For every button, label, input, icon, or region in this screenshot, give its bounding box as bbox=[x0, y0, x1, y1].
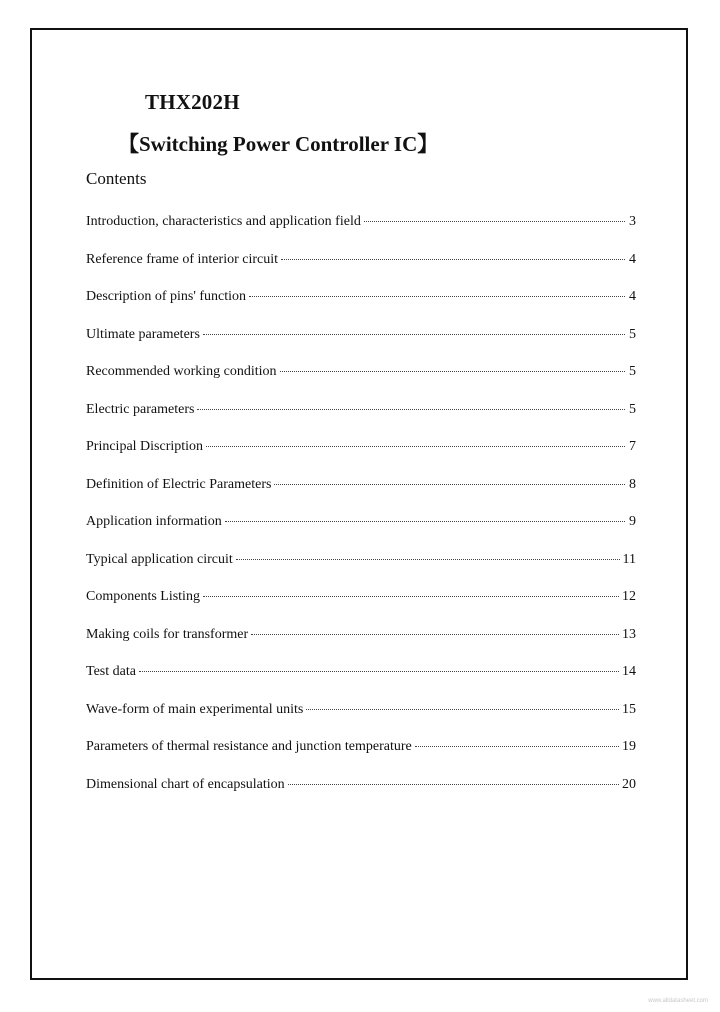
toc-leader-dots bbox=[281, 259, 625, 260]
toc-entry-title: Reference frame of interior circuit bbox=[86, 251, 279, 267]
toc-entry-ultimate-parameters[interactable] bbox=[86, 327, 636, 365]
toc-entry-title: Test data bbox=[86, 664, 136, 679]
toc-entry-typical-circuit[interactable] bbox=[86, 552, 636, 590]
toc-entry-page: 14 bbox=[622, 664, 636, 679]
toc-entry-principal-discription[interactable] bbox=[86, 439, 636, 477]
toc-leader-dots bbox=[203, 596, 619, 597]
document-subtitle: 【Switching Power Controller IC】 bbox=[118, 132, 439, 156]
toc-entry-page: 15 bbox=[622, 701, 636, 717]
toc-entry-page: 11 bbox=[622, 551, 636, 567]
table-of-contents bbox=[86, 214, 636, 814]
toc-entry-title: Making coils for transformer bbox=[86, 626, 249, 642]
toc-leader-dots bbox=[288, 784, 619, 785]
toc-leader-dots bbox=[306, 709, 619, 710]
toc-leader-dots bbox=[415, 746, 619, 747]
toc-entry-application-information[interactable] bbox=[86, 514, 636, 552]
toc-entry-page: 7 bbox=[629, 439, 636, 454]
toc-leader-dots bbox=[206, 446, 625, 447]
toc-entry-page: 3 bbox=[629, 214, 636, 229]
toc-entry-page: 5 bbox=[629, 364, 636, 379]
toc-leader-dots bbox=[280, 371, 625, 372]
toc-leader-dots bbox=[203, 334, 625, 335]
toc-entry-title: Description of pins' function bbox=[86, 289, 246, 304]
toc-entry-page: 5 bbox=[629, 326, 636, 342]
toc-entry-page: 4 bbox=[629, 251, 636, 267]
toc-entry-page: 5 bbox=[629, 401, 636, 417]
toc-entry-pins-function[interactable] bbox=[86, 289, 636, 327]
toc-entry-making-coils[interactable] bbox=[86, 627, 636, 665]
toc-leader-dots bbox=[251, 634, 619, 635]
toc-entry-encapsulation-chart[interactable] bbox=[86, 777, 636, 815]
toc-entry-title: Wave-form of main experimental units bbox=[86, 701, 304, 717]
watermark-text: www.alldatasheet.com bbox=[648, 998, 708, 1004]
toc-entry-working-condition[interactable] bbox=[86, 364, 636, 402]
toc-entry-reference-frame[interactable] bbox=[86, 252, 636, 290]
toc-entry-page: 9 bbox=[629, 514, 636, 529]
toc-leader-dots bbox=[139, 671, 619, 672]
toc-entry-introduction[interactable] bbox=[86, 214, 636, 252]
toc-entry-title: Application information bbox=[86, 514, 222, 529]
toc-entry-components-listing[interactable] bbox=[86, 589, 636, 627]
toc-entry-page: 19 bbox=[622, 739, 636, 754]
toc-leader-dots bbox=[225, 521, 625, 522]
toc-entry-title: Principal Discription bbox=[86, 439, 204, 454]
document-model-title: THX202H bbox=[145, 90, 240, 114]
toc-entry-page: 20 bbox=[622, 776, 636, 792]
contents-heading: Contents bbox=[86, 169, 147, 188]
toc-entry-electric-parameters[interactable] bbox=[86, 402, 636, 440]
toc-leader-dots bbox=[236, 559, 620, 560]
toc-leader-dots bbox=[274, 484, 625, 485]
toc-leader-dots bbox=[197, 409, 625, 410]
toc-entry-page: 12 bbox=[622, 589, 636, 604]
toc-entry-title: Introduction, characteristics and application field bbox=[86, 214, 361, 229]
toc-entry-title: Typical application circuit bbox=[86, 551, 233, 567]
toc-entry-page: 4 bbox=[629, 289, 636, 304]
toc-entry-title: Electric parameters bbox=[86, 401, 195, 417]
toc-entry-title: Ultimate parameters bbox=[86, 326, 200, 342]
toc-entry-test-data[interactable] bbox=[86, 664, 636, 702]
toc-leader-dots bbox=[364, 221, 625, 222]
toc-leader-dots bbox=[249, 296, 625, 297]
toc-entry-title: Parameters of thermal resistance and junction temperature bbox=[86, 739, 412, 754]
toc-entry-title: Definition of Electric Parameters bbox=[86, 476, 272, 492]
toc-entry-electric-definition[interactable] bbox=[86, 477, 636, 515]
toc-entry-title: Dimensional chart of encapsulation bbox=[86, 776, 285, 792]
toc-entry-title: Components Listing bbox=[86, 589, 200, 604]
toc-entry-page: 8 bbox=[629, 476, 636, 492]
toc-entry-page: 13 bbox=[622, 626, 636, 642]
toc-entry-title: Recommended working condition bbox=[86, 364, 277, 379]
toc-entry-thermal-resistance[interactable] bbox=[86, 739, 636, 777]
toc-entry-wave-form[interactable] bbox=[86, 702, 636, 740]
